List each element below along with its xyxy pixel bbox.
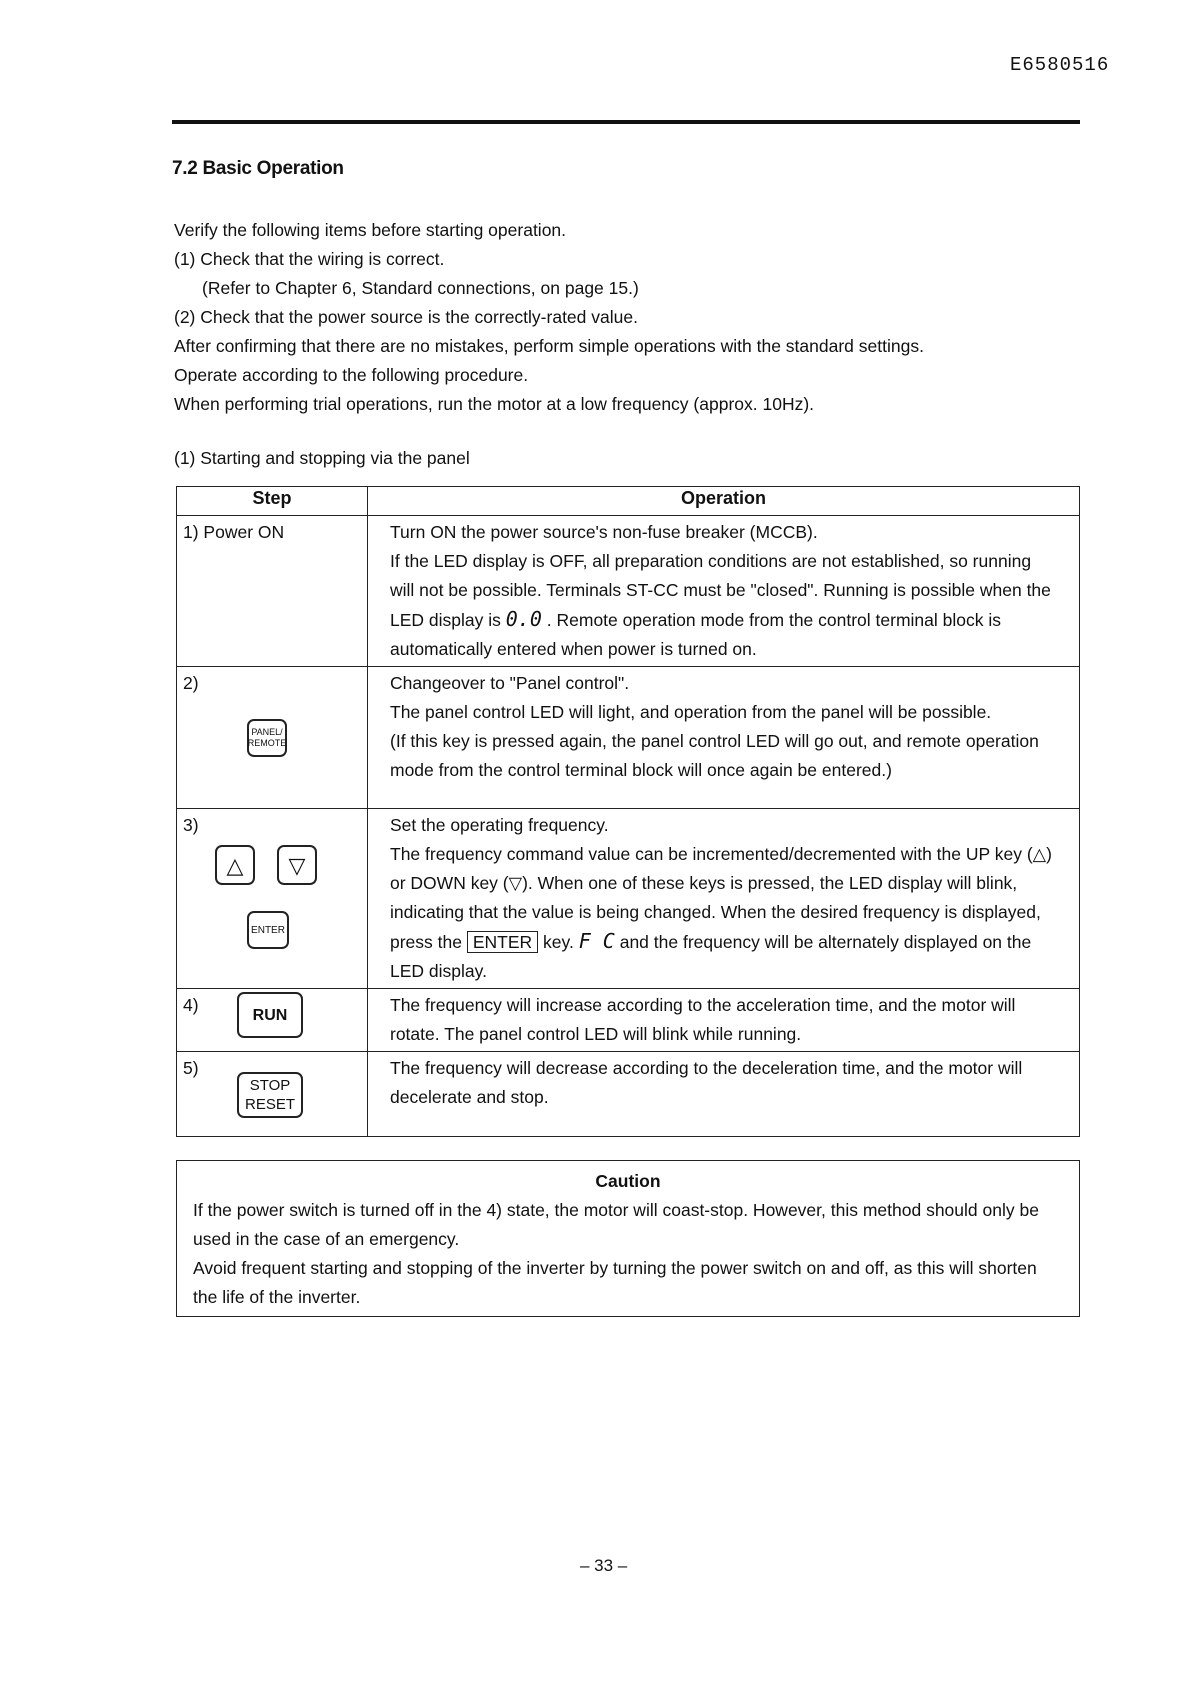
intro-line: Operate according to the following procedure. [174,365,529,385]
operation-line: The frequency will decrease according to the deceleration time, and the motor will decelerate and stop. [390,1058,1023,1107]
intro-line: Verify the following items before starting operation. [174,220,567,240]
step-cell [177,516,368,667]
operation-line: Set the operating frequency. [390,815,609,835]
key-label: REMOTE [247,738,287,748]
key-label: STOP [249,1077,291,1094]
operation-cell [368,516,1080,667]
table-row [177,809,1080,989]
operation-line: Turn ON the power source's non-fuse breaker (MCCB). [390,522,818,542]
stop-reset-key [237,1072,303,1118]
operation-line: Changeover to "Panel control". [390,673,630,693]
table-row [177,667,1080,809]
table-row [177,516,1080,667]
step-label: 1) Power ON [183,522,285,542]
table-row [177,989,1080,1052]
key-label: PANEL/ [251,727,283,737]
caution-line: Avoid frequent starting and stopping of the inverter by turning the power switch on and off, as this will shorten the life of the inverter. [193,1258,1037,1307]
column-header-operation: Operation [368,487,1080,516]
header-rule [172,120,1080,124]
operation-line: (If this key is pressed again, the panel control LED will go out, and remote operation mode from the control terminal block will once again be entered.) [390,731,1039,780]
operation-text: The frequency command value can be incremented/decremented with the UP key (△) or DOWN key (▽). When one of these keys is pressed, the LED display will blink, indicating that the value is being changed. When the desired frequency is displayed, press the [390,844,1052,952]
operation-cell [368,809,1080,989]
step-cell [177,809,368,989]
operation-cell [368,989,1080,1052]
operation-cell [368,667,1080,809]
operation-line: The panel control LED will light, and operation from the panel will be possible. [390,702,992,722]
intro-line: (1) Check that the wiring is correct. [174,249,445,269]
procedure-table [176,486,1080,1137]
intro-line: (Refer to Chapter 6, Standard connections, on page 15.) [202,278,639,298]
caution-title: Caution [595,1171,661,1191]
step-cell [177,667,368,809]
panel-remote-key [247,719,287,757]
intro-line: When performing trial operations, run the motor at a low frequency (approx. 10Hz). [174,394,815,414]
operation-line: The frequency will increase according to the acceleration time, and the motor will rotate. The panel control LED will blink while running. [390,995,1016,1044]
operation-text: . Remote operation mode from the control terminal block is automatically entered when power is turned on. [390,610,1001,659]
operation-paragraph [390,547,1057,664]
led-display-fc: F C [578,929,615,953]
column-header-step: Step [177,487,368,516]
table-header-row [177,487,1080,516]
key-label: RESET [244,1096,295,1113]
step-label: 5) [183,1058,199,1078]
enter-key-inline: ENTER [467,931,538,953]
operation-text: If the LED display is OFF, all preparation conditions are not established, so running will not be possible. Terminals ST-CC must be "closed". Running is possible when the LED display is [390,551,1051,630]
led-display-value: 0.0 [505,607,542,631]
operation-paragraph [390,840,1057,986]
page-number: – 33 – [580,1556,628,1575]
operation-text: key. [543,932,574,952]
table-row [177,1052,1080,1137]
section-title: 7.2 Basic Operation [172,158,344,179]
step-label: 3) [183,815,199,835]
caution-box [176,1160,1080,1317]
intro-line: After confirming that there are no mistakes, perform simple operations with the standard settings. [174,336,924,356]
intro-line: (2) Check that the power source is the correctly-rated value. [174,307,638,327]
step-label: 4) [183,995,199,1015]
run-key: RUN [237,992,303,1038]
enter-key: ENTER [247,911,289,949]
document-id: E6580516 [1010,54,1110,76]
intro-text [174,216,1074,419]
operation-text: and the frequency will be alternately displayed on the LED display. [390,932,1032,981]
operation-cell [368,1052,1080,1137]
step-cell [177,989,368,1052]
step-label: 2) [183,673,199,693]
down-key-icon: ▽ [277,845,317,885]
step-cell [177,1052,368,1137]
caution-line: If the power switch is turned off in the 4) state, the motor will coast-stop. However, this method should only be used in the case of an emergency. [193,1200,1039,1249]
up-key-icon: △ [215,845,255,885]
procedure-heading: (1) Starting and stopping via the panel [174,448,470,468]
